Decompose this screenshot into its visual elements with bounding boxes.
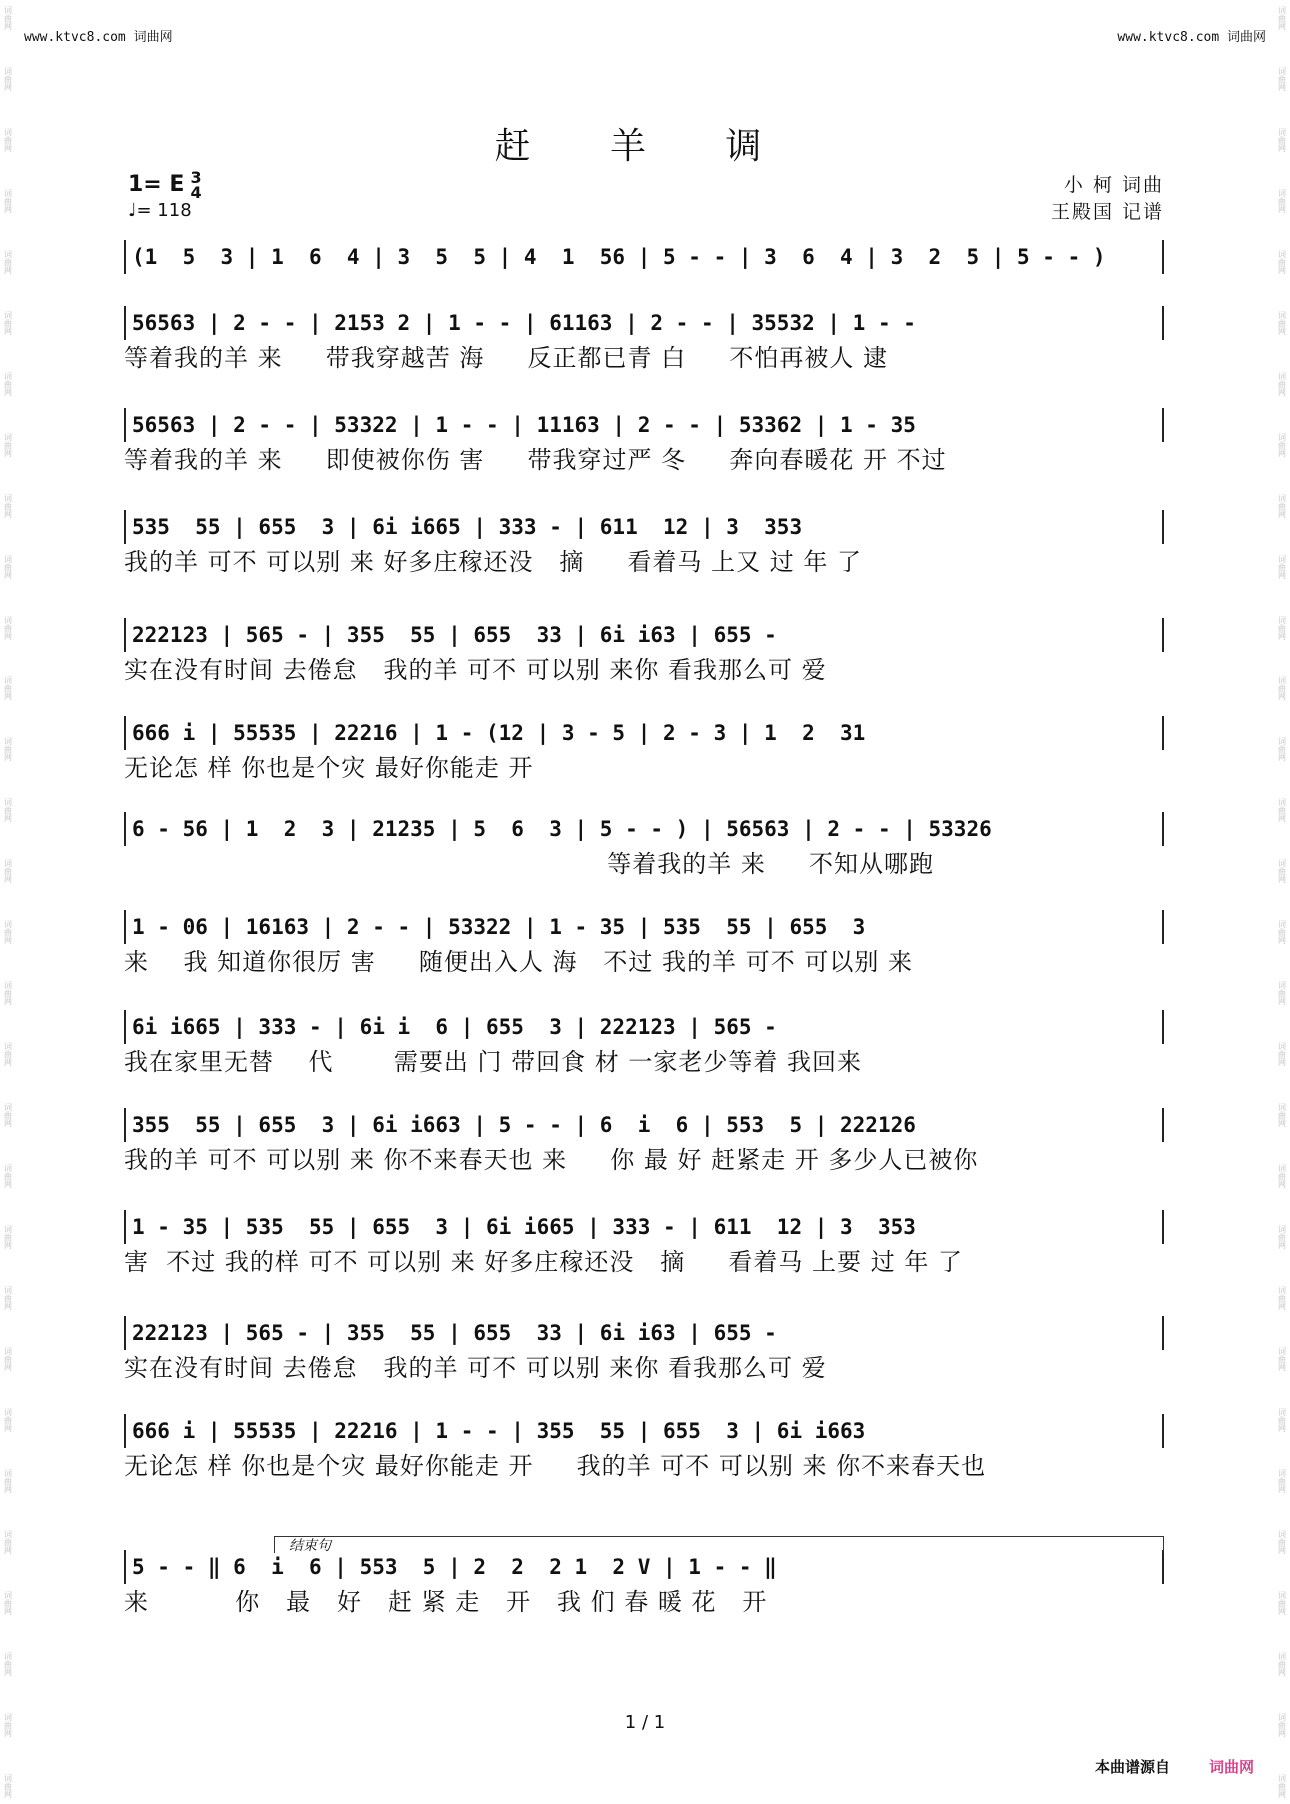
header-left-site: www.ktvc8.com 词曲网	[24, 30, 173, 45]
song-title: 赶 羊 调	[494, 126, 796, 167]
lyric-line: 无论怎 样 你也是个灾 最好你能走 开 我的羊 可不 可以别 来 你不来春天也	[124, 1452, 987, 1480]
time-bottom: 4	[190, 183, 202, 202]
notation-line: 56563 | 2 - - | 2153 2 | 1 - - | 61163 | 2 - - | 35532 | 1 - -	[124, 306, 1164, 340]
tempo-marking: ♩= 118	[128, 200, 192, 221]
watermark-text: 词曲网	[1277, 1042, 1287, 1067]
ending-label: 结束句	[289, 1538, 331, 1554]
lyric-line: 我的羊 可不 可以别 来 你不来春天也 来 你 最 好 赶紧走 开 多少人已被你	[124, 1146, 979, 1174]
notation-line: 1 - 06 | 16163 | 2 - - | 53322 | 1 - 35 | 535 55 | 655 3	[124, 910, 1164, 944]
watermark-text: 词曲网	[3, 920, 13, 945]
lyric-line: 我在家里无替 代 需要出 门 带回食 材 一家老少等着 我回来	[124, 1048, 863, 1076]
credit-composer: 小 柯 词曲	[1063, 174, 1164, 196]
watermark-text: 词曲网	[3, 1468, 13, 1493]
score-system	[124, 1414, 1164, 1484]
watermark-text: 词曲网	[3, 615, 13, 640]
notation-line: 5 - - ‖ 6 i 6 | 553 5 | 2 2 2 1 2 V | 1 - - ‖	[124, 1550, 1164, 1584]
source-label: 本曲谱源自	[1094, 1758, 1170, 1776]
watermark-text: 词曲网	[3, 859, 13, 884]
watermark-text: 词曲网	[1277, 1651, 1287, 1676]
key-signature	[128, 170, 202, 200]
score-system	[124, 306, 1164, 376]
watermark-text: 词曲网	[3, 310, 13, 335]
watermark-text: 词曲网	[1277, 1712, 1287, 1737]
watermark-text: 词曲网	[1277, 1164, 1287, 1189]
left-watermark-strip	[2, 0, 14, 1804]
watermark-text: 词曲网	[3, 127, 13, 152]
score-system	[124, 1010, 1164, 1080]
watermark-text: 词曲网	[3, 188, 13, 213]
watermark-text: 词曲网	[3, 1286, 13, 1311]
watermark-text: 词曲网	[1277, 66, 1287, 91]
score-system	[124, 618, 1164, 688]
notation-line: (1 5 3 | 1 6 4 | 3 5 5 | 4 1 56 | 5 - - | 3 6 4 | 3 2 5 | 5 - - )	[124, 240, 1164, 274]
watermark-text: 词曲网	[1277, 1468, 1287, 1493]
score-system	[124, 1316, 1164, 1386]
watermark-text: 词曲网	[1277, 1590, 1287, 1615]
score-system	[124, 1550, 1164, 1620]
watermark-text: 词曲网	[1277, 798, 1287, 823]
lyric-line: 实在没有时间 去倦怠 我的羊 可不 可以别 来你 看我那么可 爱	[124, 1354, 827, 1382]
watermark-text: 词曲网	[1277, 859, 1287, 884]
watermark-text: 词曲网	[1277, 310, 1287, 335]
watermark-text: 词曲网	[1277, 676, 1287, 701]
watermark-text: 词曲网	[1277, 1529, 1287, 1554]
watermark-text: 词曲网	[3, 737, 13, 762]
watermark-text: 词曲网	[3, 493, 13, 518]
notation-line: 666 i | 55535 | 22216 | 1 - (12 | 3 - 5 | 2 - 3 | 1 2 31	[124, 716, 1164, 750]
notation-line: 56563 | 2 - - | 53322 | 1 - - | 11163 | 2 - - | 53362 | 1 - 35	[124, 408, 1164, 442]
lyric-line: 害 不过 我的样 可不 可以别 来 好多庄稼还没 摘 看着马 上要 过 年 了	[124, 1248, 963, 1276]
right-watermark-strip	[1276, 0, 1288, 1804]
watermark-text: 词曲网	[3, 1529, 13, 1554]
watermark-text: 词曲网	[3, 981, 13, 1006]
notation-line: 1 - 35 | 535 55 | 655 3 | 6i i665 | 333 - | 611 12 | 3 353	[124, 1210, 1164, 1244]
watermark-text: 词曲网	[1277, 1346, 1287, 1371]
page-number: 1 / 1	[624, 1712, 666, 1733]
score-system	[124, 1210, 1164, 1280]
watermark-text: 词曲网	[1277, 1773, 1287, 1798]
notation-line: 666 i | 55535 | 22216 | 1 - - | 355 55 | 655 3 | 6i i663	[124, 1414, 1164, 1448]
score-system	[124, 812, 1164, 882]
notation-line: 222123 | 565 - | 355 55 | 655 33 | 6i i63 | 655 -	[124, 1316, 1164, 1350]
watermark-text: 词曲网	[1277, 249, 1287, 274]
watermark-text: 词曲网	[1277, 1103, 1287, 1128]
watermark-text: 词曲网	[3, 1103, 13, 1128]
watermark-text: 词曲网	[1277, 493, 1287, 518]
time-signature	[190, 170, 201, 200]
source-site: 词曲网	[1208, 1758, 1254, 1776]
watermark-text: 词曲网	[3, 1407, 13, 1432]
lyric-line	[124, 274, 1164, 310]
watermark-text: 词曲网	[3, 6, 13, 30]
watermark-text: 词曲网	[1277, 127, 1287, 152]
watermark-text: 词曲网	[3, 1042, 13, 1067]
watermark-text: 词曲网	[3, 66, 13, 91]
watermark-text: 词曲网	[3, 676, 13, 701]
notation-line: 355 55 | 655 3 | 6i i663 | 5 - - | 6 i 6 | 553 5 | 222126	[124, 1108, 1164, 1142]
score-system	[124, 910, 1164, 980]
score-system	[124, 408, 1164, 478]
score-system	[124, 1108, 1164, 1178]
watermark-text: 词曲网	[3, 1773, 13, 1798]
watermark-text: 词曲网	[3, 798, 13, 823]
credit-transcriber: 王殿国 记谱	[1050, 201, 1164, 223]
watermark-text: 词曲网	[3, 249, 13, 274]
key-label: 1= E	[128, 172, 185, 197]
watermark-text: 词曲网	[3, 1712, 13, 1737]
watermark-text: 词曲网	[3, 1346, 13, 1371]
lyric-line: 实在没有时间 去倦怠 我的羊 可不 可以别 来你 看我那么可 爱	[124, 656, 827, 684]
lyric-line: 等着我的羊 来 带我穿越苦 海 反正都已青 白 不怕再被人 逮	[124, 344, 888, 372]
watermark-text: 词曲网	[1277, 554, 1287, 579]
ending-bracket	[274, 1536, 1164, 1553]
watermark-text: 词曲网	[1277, 1225, 1287, 1250]
watermark-text: 词曲网	[1277, 920, 1287, 945]
watermark-text: 词曲网	[3, 1164, 13, 1189]
watermark-text: 词曲网	[3, 1651, 13, 1676]
watermark-text: 词曲网	[1277, 1407, 1287, 1432]
lyric-line: 来 我 知道你很厉 害 随便出入人 海 不过 我的羊 可不 可以别 来	[124, 948, 913, 976]
watermark-text: 词曲网	[1277, 615, 1287, 640]
watermark-text: 词曲网	[1277, 371, 1287, 396]
lyric-line: 来 你 最 好 赶 紧 走 开 我 们 春 暖 花 开	[124, 1588, 768, 1616]
watermark-text: 词曲网	[1277, 6, 1287, 30]
notation-line: 6 - 56 | 1 2 3 | 21235 | 5 6 3 | 5 - - ) | 56563 | 2 - - | 53326	[124, 812, 1164, 846]
watermark-text: 词曲网	[3, 1590, 13, 1615]
header-right-site: www.ktvc8.com 词曲网	[1117, 30, 1266, 45]
time-top: 3	[190, 168, 202, 187]
score-system	[124, 240, 1164, 310]
watermark-text: 词曲网	[3, 371, 13, 396]
watermark-text: 词曲网	[3, 432, 13, 457]
watermark-text: 词曲网	[1277, 981, 1287, 1006]
score-system	[124, 510, 1164, 580]
notation-line: 535 55 | 655 3 | 6i i665 | 333 - | 611 12 | 3 353	[124, 510, 1164, 544]
watermark-text: 词曲网	[1277, 432, 1287, 457]
lyric-line: 我的羊 可不 可以别 来 好多庄稼还没 摘 看着马 上又 过 年 了	[124, 548, 863, 576]
watermark-text: 词曲网	[1277, 188, 1287, 213]
lyric-line: 等着我的羊 来 即使被你伤 害 带我穿过严 冬 奔向春暖花 开 不过	[124, 446, 947, 474]
notation-line: 6i i665 | 333 - | 6i i 6 | 655 3 | 222123 | 565 -	[124, 1010, 1164, 1044]
watermark-text: 词曲网	[3, 1225, 13, 1250]
notation-line: 222123 | 565 - | 355 55 | 655 33 | 6i i63 | 655 -	[124, 618, 1164, 652]
watermark-text: 词曲网	[1277, 1286, 1287, 1311]
lyric-line: 无论怎 样 你也是个灾 最好你能走 开	[124, 754, 534, 782]
watermark-text: 词曲网	[3, 554, 13, 579]
lyric-line: 等着我的羊 来 不知从哪跑	[124, 850, 934, 878]
watermark-text: 词曲网	[1277, 737, 1287, 762]
score-system	[124, 716, 1164, 786]
